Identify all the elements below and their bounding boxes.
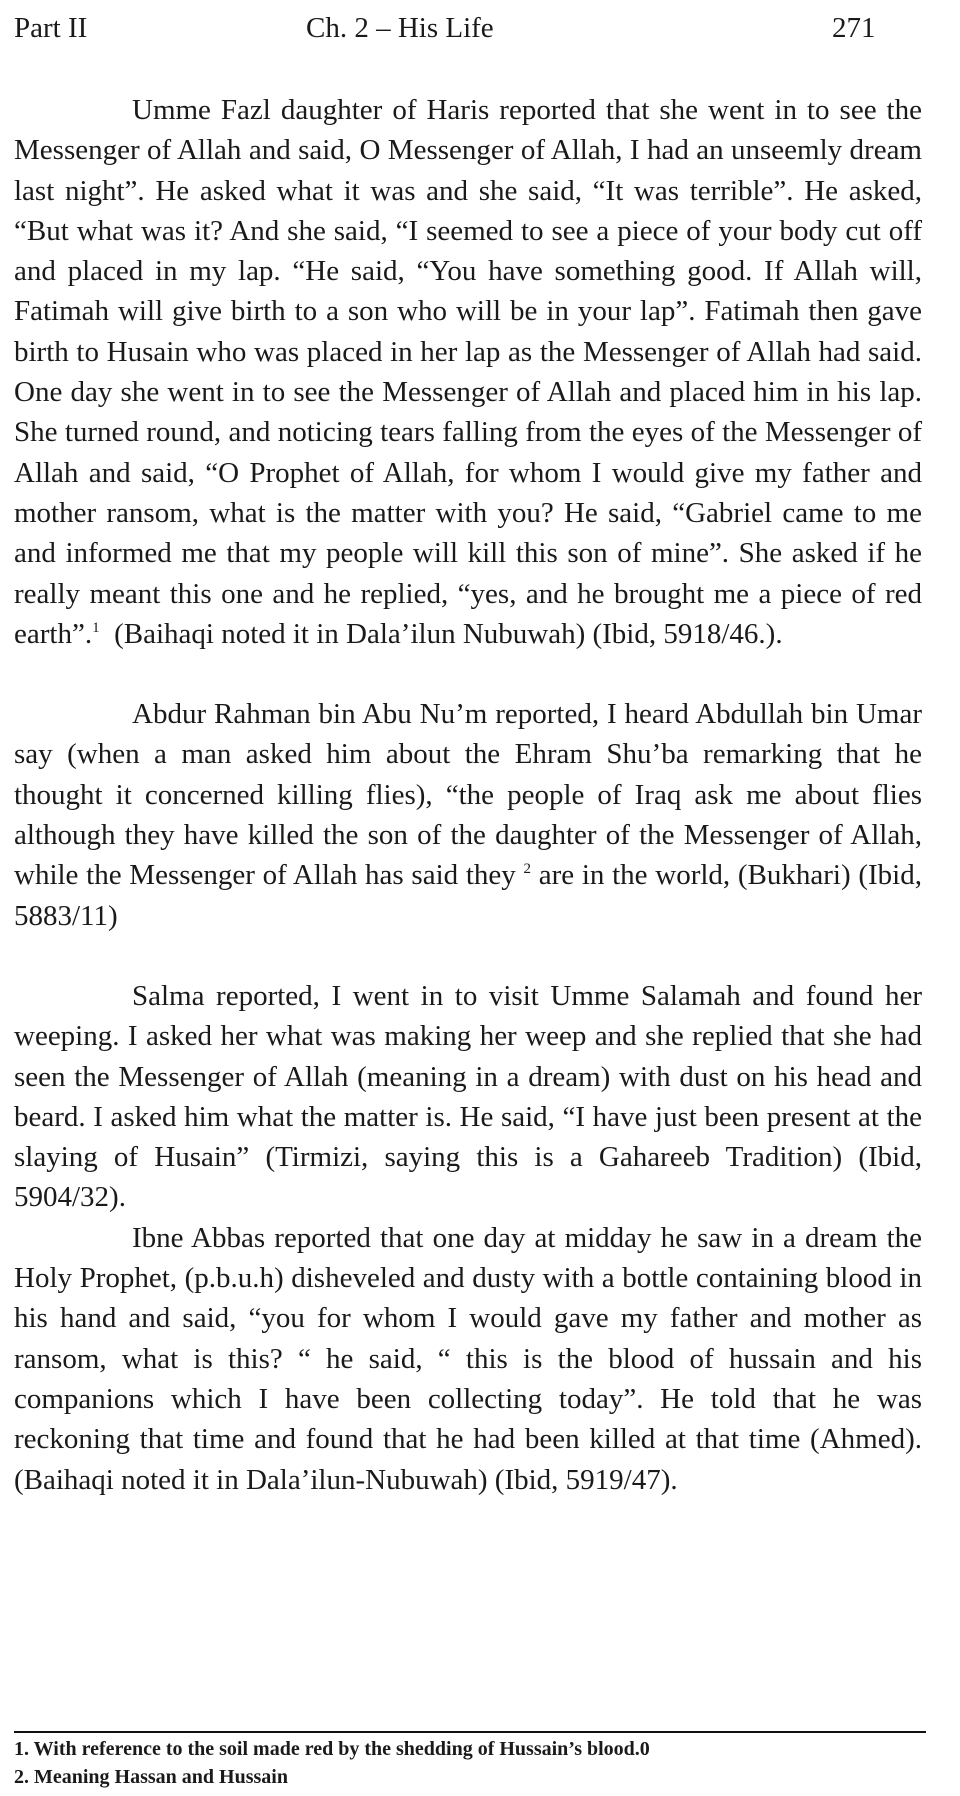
paragraph-umme-fazl <box>14 90 922 654</box>
paragraph-salma <box>14 976 922 1218</box>
footnote-ref-2: 2 <box>523 861 532 878</box>
paragraph-text-tail: are in the world, (Bukhari) (Ibid, 5883/11) <box>14 859 922 932</box>
page-body <box>14 90 922 1500</box>
page-number: 271 <box>832 12 876 44</box>
footnotes <box>14 1735 926 1791</box>
paragraph-text: Salma reported, I went in to visit Umme Salamah and found her weeping. I asked her what was making her weep and she replied that she had seen the Messenger of Allah (meaning in a dream) with dust on his head and beard. I asked him what the matter is. He said, “I have just been present at the slaying of Husain” (Tirmizi, saying this is a Gahareeb Tradition) (Ibid, 5904/32). <box>14 979 922 1214</box>
footnote-divider <box>14 1731 926 1733</box>
running-header <box>14 6 884 50</box>
footnote-ref-1: 1 <box>92 619 100 636</box>
paragraph-text-tail: (Baihaqi noted it in Dala’ilun Nubuwah) (Ibid, 5918/46.). <box>99 617 783 650</box>
paragraph-text: Ibne Abbas reported that one day at midday he saw in a dream the Holy Prophet, (p.b.u.h) disheveled and dusty with a bottle containing blood in his hand and said, “you for whom I would gave my father and mother as ransom, what is this? “ he said, “ this is the blood of hussain and his companions which I have been collecting today”. He told that he was reckoning that time and found that he had been killed at that time (Ahmed). (Baihaqi noted it in Dala’ilun-Nubuwah) (Ibid, 5919/47). <box>14 1221 922 1496</box>
paragraph-text: Umme Fazl daughter of Haris reported that she went in to see the Messenger of Allah and said, O Messenger of Allah, I had an unseemly dream last night”. He asked what it was and she said, “It was terrible”. He asked, “But what was it? And she said, “I seemed to see a piece of your body cut off and placed in my lap. “He said, “You have something good. If Allah will, Fatimah will give birth to a son who will be in your lap”. Fatimah then gave birth to Husain who was placed in her lap as the Messenger of Allah had said. One day she went in to see the Messenger of Allah and placed him in his lap. She turned round, and noticing tears falling from the eyes of the Messenger of Allah and said, “O Prophet of Allah, for whom I would give my father and mother ransom, what is the matter with you? He said, “Gabriel came to me and informed me that my people will kill this son of mine”. She asked if he really meant this one and he replied, “yes, and he brought me a piece of red earth”. <box>14 94 922 650</box>
paragraph-text: Abdur Rahman bin Abu Nu’m reported, I heard Abdullah bin Umar say (when a man asked him about the Ehram Shu’ba remarking that he thought it concerned killing flies), “the people of Iraq ask me about flies although they have killed the son of the daughter of the Messenger of Allah, while the Messenger of Allah has said they <box>14 698 922 892</box>
part-label: Part II <box>14 12 88 44</box>
paragraph-ibne-abbas <box>14 1218 922 1500</box>
chapter-title: Ch. 2 – His Life <box>306 12 494 44</box>
paragraph-abdur-rahman <box>14 694 922 936</box>
footnote-2: 2. Meaning Hassan and Hussain <box>14 1766 288 1788</box>
footnote-1: 1. With reference to the soil made red by the shedding of Hussain’s blood.0 <box>14 1738 650 1760</box>
